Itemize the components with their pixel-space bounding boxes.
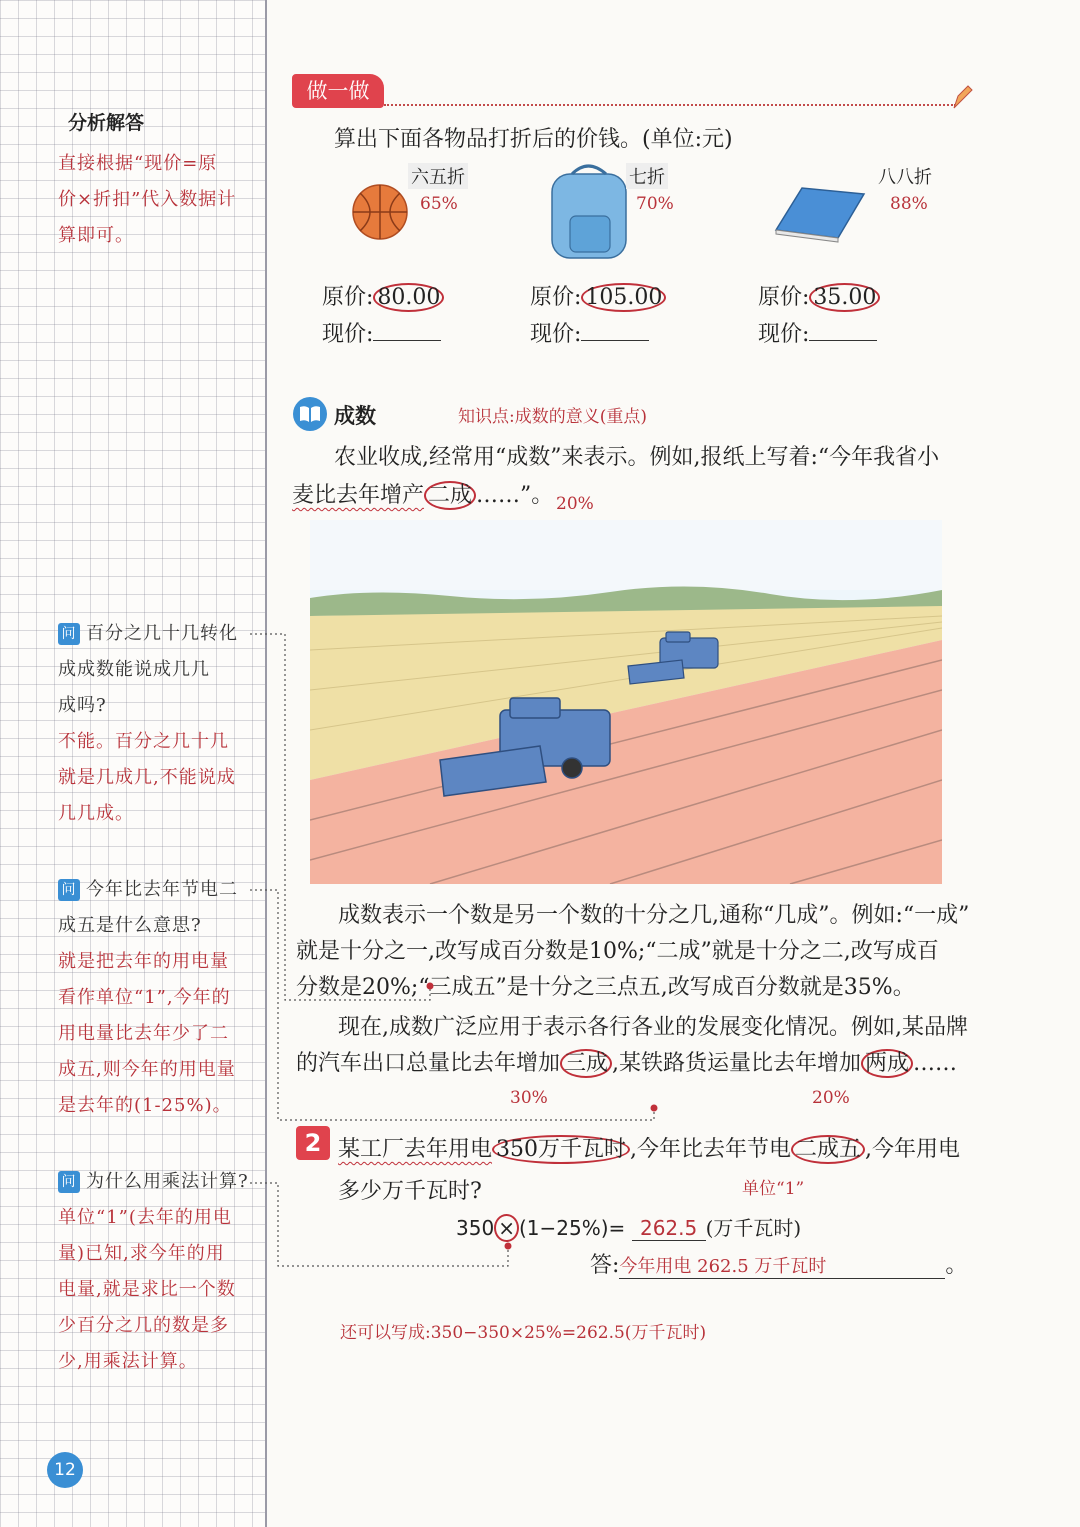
zuoyizuo-instruction: 算出下面各物品打折后的价钱。(单位:元) [334,127,733,152]
def-line-3: 分数是20%;“三成五”是十分之三点五,改写成百分数就是35%。 [296,975,915,1000]
q1-line: 成吗? [58,695,107,716]
q2-line: 今年比去年节电二 [86,879,238,900]
use-post: …… [913,1051,958,1076]
book-icon [772,184,868,244]
q1-line: 成成数能说成几几 [58,659,210,680]
answer-label: 答: [590,1253,620,1278]
answer-line [590,1248,967,1279]
badge-divider [384,104,956,106]
discount-percent: 65% [420,194,458,214]
use-circled-1: 三成 [560,1049,612,1078]
calc-b: (1−25%)= [518,1216,626,1240]
analysis-line: 算即可。 [58,225,134,246]
a3-line: 量)已知,求今年的用 [58,1243,225,1264]
example-line-1 [338,1132,960,1163]
orig-value: 80.00 [373,283,444,312]
use-mid: ,某铁路货运量比去年增加 [612,1051,862,1076]
answer-end: 。 [945,1253,968,1278]
book-section-icon [292,396,328,432]
alternative-note: 还可以写成:350−350×25%=262.5(万千瓦时) [340,1323,707,1343]
orig-value: 105.00 [581,283,666,312]
now-label: 现价: [530,322,582,347]
a2-line: 成五,则今年的用电量 [58,1059,236,1080]
orig-label: 原价: [530,285,582,310]
analysis-title: 分析解答 [68,112,145,134]
q3-line: 为什么用乘法计算? [86,1171,249,1192]
question-3 [58,1164,263,1380]
answer-blank[interactable] [373,320,441,341]
backpack-icon [548,160,630,260]
q2-line: 成五是什么意思? [58,915,202,936]
use-circled-2: 两成 [861,1049,913,1078]
intro-pre: 麦比去年增产 [292,483,425,508]
section-title: 成数 [334,404,376,428]
answer-text: 今年用电 262.5 万千瓦时 [619,1252,945,1279]
example-number: 2 [296,1126,330,1160]
a3-line: 少百分之几的数是多 [58,1315,229,1336]
answer-blank[interactable] [581,320,649,341]
example-circled-2: 二成五 [791,1135,865,1164]
discount-percent: 70% [636,194,674,214]
a3-line: 单位“1”(去年的用电 [58,1207,232,1228]
example-circled-1: 350万千瓦时 [492,1135,630,1164]
example-line-2: 多少万千瓦时? [338,1179,482,1204]
intro-line-2 [292,478,553,509]
price-block-2 [530,280,666,348]
intro-line-1: 农业收成,经常用“成数”来表示。例如,报纸上写着:“今年我省小 [334,445,940,470]
calc-operator: × [494,1214,519,1242]
discount-percent: 88% [890,194,928,214]
now-label: 现价: [322,322,374,347]
question-1 [58,616,263,832]
analysis-line: 价×折扣”代入数据计 [58,189,237,210]
page-number: 12 [47,1452,83,1488]
q1-line: 百分之几十几转化 [86,623,238,644]
analysis-line: 直接根据“现价=原 [58,153,218,174]
a1-line: 不能。百分之几十几 [58,731,229,752]
calc-line [456,1212,801,1241]
question-icon: 问 [58,879,80,901]
harvest-illustration [310,520,942,884]
example-post: ,今年用电 [865,1137,961,1162]
intro-post: ……”。 [476,483,554,508]
discount-label: 六五折 [408,163,468,189]
calc-result: 262.5 [632,1216,706,1241]
orig-label: 原价: [758,285,810,310]
question-icon: 问 [58,623,80,645]
analysis-text [58,146,258,254]
def-line-1: 成数表示一个数是另一个数的十分之几,通称“几成”。例如:“一成” [338,903,970,928]
basketball-icon [350,182,410,242]
now-label: 现价: [758,322,810,347]
zuoyizuo-badge: 做一做 [292,74,384,108]
question-2 [58,872,263,1124]
intro-circled: 二成 [424,481,476,510]
a2-line: 看作单位“1”,今年的 [58,987,231,1008]
use-line-2 [296,1046,957,1077]
a1-line: 就是几成几,不能说成 [58,767,236,788]
price-block-3 [758,280,880,348]
percent-20: 20% [812,1088,850,1108]
percent-30: 30% [510,1088,548,1108]
pencil-icon [950,82,974,112]
discount-label: 七折 [626,163,668,189]
use-line-1: 现在,成数广泛应用于表示各行各业的发展变化情况。例如,某品牌 [338,1015,968,1040]
calc-a: 350 [456,1216,495,1240]
a3-line: 电量,就是求比一个数 [58,1279,236,1300]
a2-line: 是去年的(1-25%)。 [58,1095,232,1116]
answer-blank[interactable] [809,320,877,341]
calc-unit: (万千瓦时) [705,1216,802,1240]
knowledge-note: 知识点:成数的意义(重点) [458,407,647,427]
unit1-note: 单位“1” [742,1179,805,1199]
discount-label: 八八折 [878,167,932,188]
use-pre: 的汽车出口总量比去年增加 [296,1051,561,1076]
a2-line: 就是把去年的用电量 [58,951,229,972]
a2-line: 用电量比去年少了二 [58,1023,229,1044]
orig-value: 35.00 [809,283,880,312]
intro-percent: 20% [556,494,594,514]
price-block-1 [322,280,444,348]
example-mid: ,今年比去年节电 [630,1137,792,1162]
question-icon: 问 [58,1171,80,1193]
orig-label: 原价: [322,285,374,310]
example-pre: 某工厂去年用电 [338,1137,493,1162]
a1-line: 几几成。 [58,803,134,824]
a3-line: 少,用乘法计算。 [58,1351,198,1372]
def-line-2: 就是十分之一,改写成百分数是10%;“二成”就是十分之二,改写成百 [296,939,939,964]
